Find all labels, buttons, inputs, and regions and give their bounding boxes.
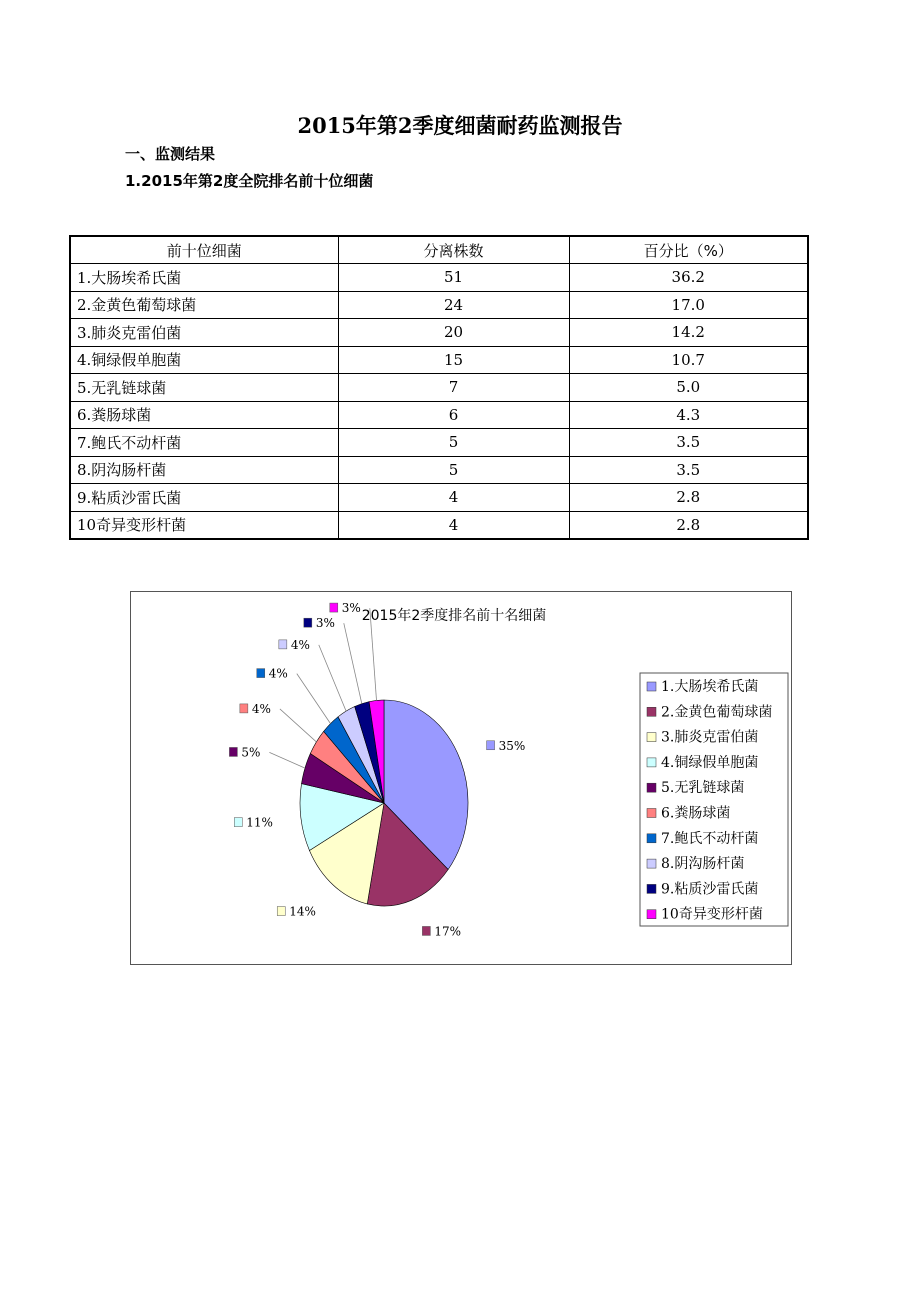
count-cell: 15 <box>338 346 569 374</box>
legend-label: 2.金黄色葡萄球菌 <box>661 704 773 721</box>
section-heading: 一、监测结果 <box>125 145 216 163</box>
count-cell: 4 <box>338 484 569 512</box>
data-label-swatch <box>279 640 287 649</box>
legend-swatch <box>647 884 656 893</box>
legend-label: 4.铜绿假单胞菌 <box>661 754 759 771</box>
pie-chart <box>131 592 791 964</box>
legend-label: 8.阴沟肠杆菌 <box>661 856 745 873</box>
count-cell: 7 <box>338 374 569 402</box>
legend-label: 10奇异变形杆菌 <box>661 906 763 923</box>
bacteria-name-cell: 4.铜绿假单胞菌 <box>70 346 338 374</box>
legend-swatch <box>647 707 656 716</box>
page-title: 2015年第2季度细菌耐药监测报告 <box>297 113 623 138</box>
data-label: 4% <box>290 637 310 652</box>
data-label-swatch <box>240 704 248 713</box>
data-label-swatch <box>257 669 265 678</box>
leader-line <box>344 623 362 704</box>
legend-swatch <box>647 834 656 843</box>
data-label-swatch <box>330 603 338 612</box>
count-cell: 5 <box>338 429 569 457</box>
legend-swatch <box>647 733 656 742</box>
legend-label: 9.粘质沙雷氏菌 <box>661 881 759 898</box>
bacteria-name-cell: 7.鲍氏不动杆菌 <box>70 429 338 457</box>
data-label-swatch <box>422 926 430 935</box>
legend-label: 7.鲍氏不动杆菌 <box>661 830 759 847</box>
bacteria-name-cell: 8.阴沟肠杆菌 <box>70 456 338 484</box>
table-row <box>70 319 808 347</box>
table-row <box>70 511 808 539</box>
chart-title: 2015年2季度排名前十名细菌 <box>361 608 547 624</box>
data-label-swatch <box>277 907 285 916</box>
legend-swatch <box>647 758 656 767</box>
table-row <box>70 291 808 319</box>
data-label: 3% <box>315 616 335 631</box>
legend-label: 6.粪肠球菌 <box>661 805 731 822</box>
percent-cell: 3.5 <box>569 429 808 457</box>
leader-line <box>319 645 346 711</box>
column-header: 分离株数 <box>338 236 569 264</box>
legend-swatch <box>647 809 656 818</box>
bacteria-name-cell: 2.金黄色葡萄球菌 <box>70 291 338 319</box>
data-label: 17% <box>434 924 462 939</box>
count-cell: 51 <box>338 264 569 292</box>
legend-label: 5.无乳链球菌 <box>661 780 745 797</box>
data-label: 4% <box>251 701 271 716</box>
data-label: 35% <box>498 738 526 753</box>
percent-cell: 2.8 <box>569 511 808 539</box>
percent-cell: 5.0 <box>569 374 808 402</box>
legend-swatch <box>647 859 656 868</box>
count-cell: 24 <box>338 291 569 319</box>
data-label: 4% <box>268 666 288 681</box>
data-label: 5% <box>241 745 261 760</box>
data-label-swatch <box>229 747 237 756</box>
percent-cell: 4.3 <box>569 401 808 429</box>
count-cell: 6 <box>338 401 569 429</box>
bacteria-name-cell: 3.肺炎克雷伯菌 <box>70 319 338 347</box>
bacteria-name-cell: 9.粘质沙雷氏菌 <box>70 484 338 512</box>
legend-swatch <box>647 910 656 919</box>
percent-cell: 14.2 <box>569 319 808 347</box>
bacteria-name-cell: 5.无乳链球菌 <box>70 374 338 402</box>
data-label-swatch <box>487 741 495 750</box>
leader-line <box>297 674 331 724</box>
table-row <box>70 429 808 457</box>
data-label: 11% <box>246 815 273 830</box>
subsection-heading: 1.2015年第2度全院排名前十位细菌 <box>125 172 374 190</box>
percent-cell: 2.8 <box>569 484 808 512</box>
bacteria-table <box>69 235 809 540</box>
count-cell: 4 <box>338 511 569 539</box>
data-label-swatch <box>234 818 242 827</box>
data-label: 3% <box>341 601 361 616</box>
column-header: 前十位细菌 <box>70 236 338 264</box>
table-header-row <box>70 236 808 264</box>
percent-cell: 17.0 <box>569 291 808 319</box>
table-row <box>70 374 808 402</box>
legend-label: 1.大肠埃希氏菌 <box>661 679 759 695</box>
table-row <box>70 484 808 512</box>
leader-line <box>269 752 305 768</box>
percent-cell: 3.5 <box>569 456 808 484</box>
bacteria-name-cell: 1.大肠埃希氏菌 <box>70 264 338 292</box>
count-cell: 5 <box>338 456 569 484</box>
table-row <box>70 346 808 374</box>
leader-line <box>280 709 317 742</box>
percent-cell: 10.7 <box>569 346 808 374</box>
bacteria-name-cell: 10奇异变形杆菌 <box>70 511 338 539</box>
count-cell: 20 <box>338 319 569 347</box>
legend-label: 3.肺炎克雷伯菌 <box>661 729 759 746</box>
legend-swatch <box>647 783 656 792</box>
percent-cell: 36.2 <box>569 264 808 292</box>
legend-swatch <box>647 682 656 691</box>
table-row <box>70 456 808 484</box>
column-header: 百分比（%） <box>569 236 808 264</box>
table-row <box>70 401 808 429</box>
table-row <box>70 264 808 292</box>
pie-chart-frame <box>130 591 792 965</box>
data-label-swatch <box>304 618 312 627</box>
bacteria-name-cell: 6.粪肠球菌 <box>70 401 338 429</box>
data-label: 14% <box>289 904 316 919</box>
